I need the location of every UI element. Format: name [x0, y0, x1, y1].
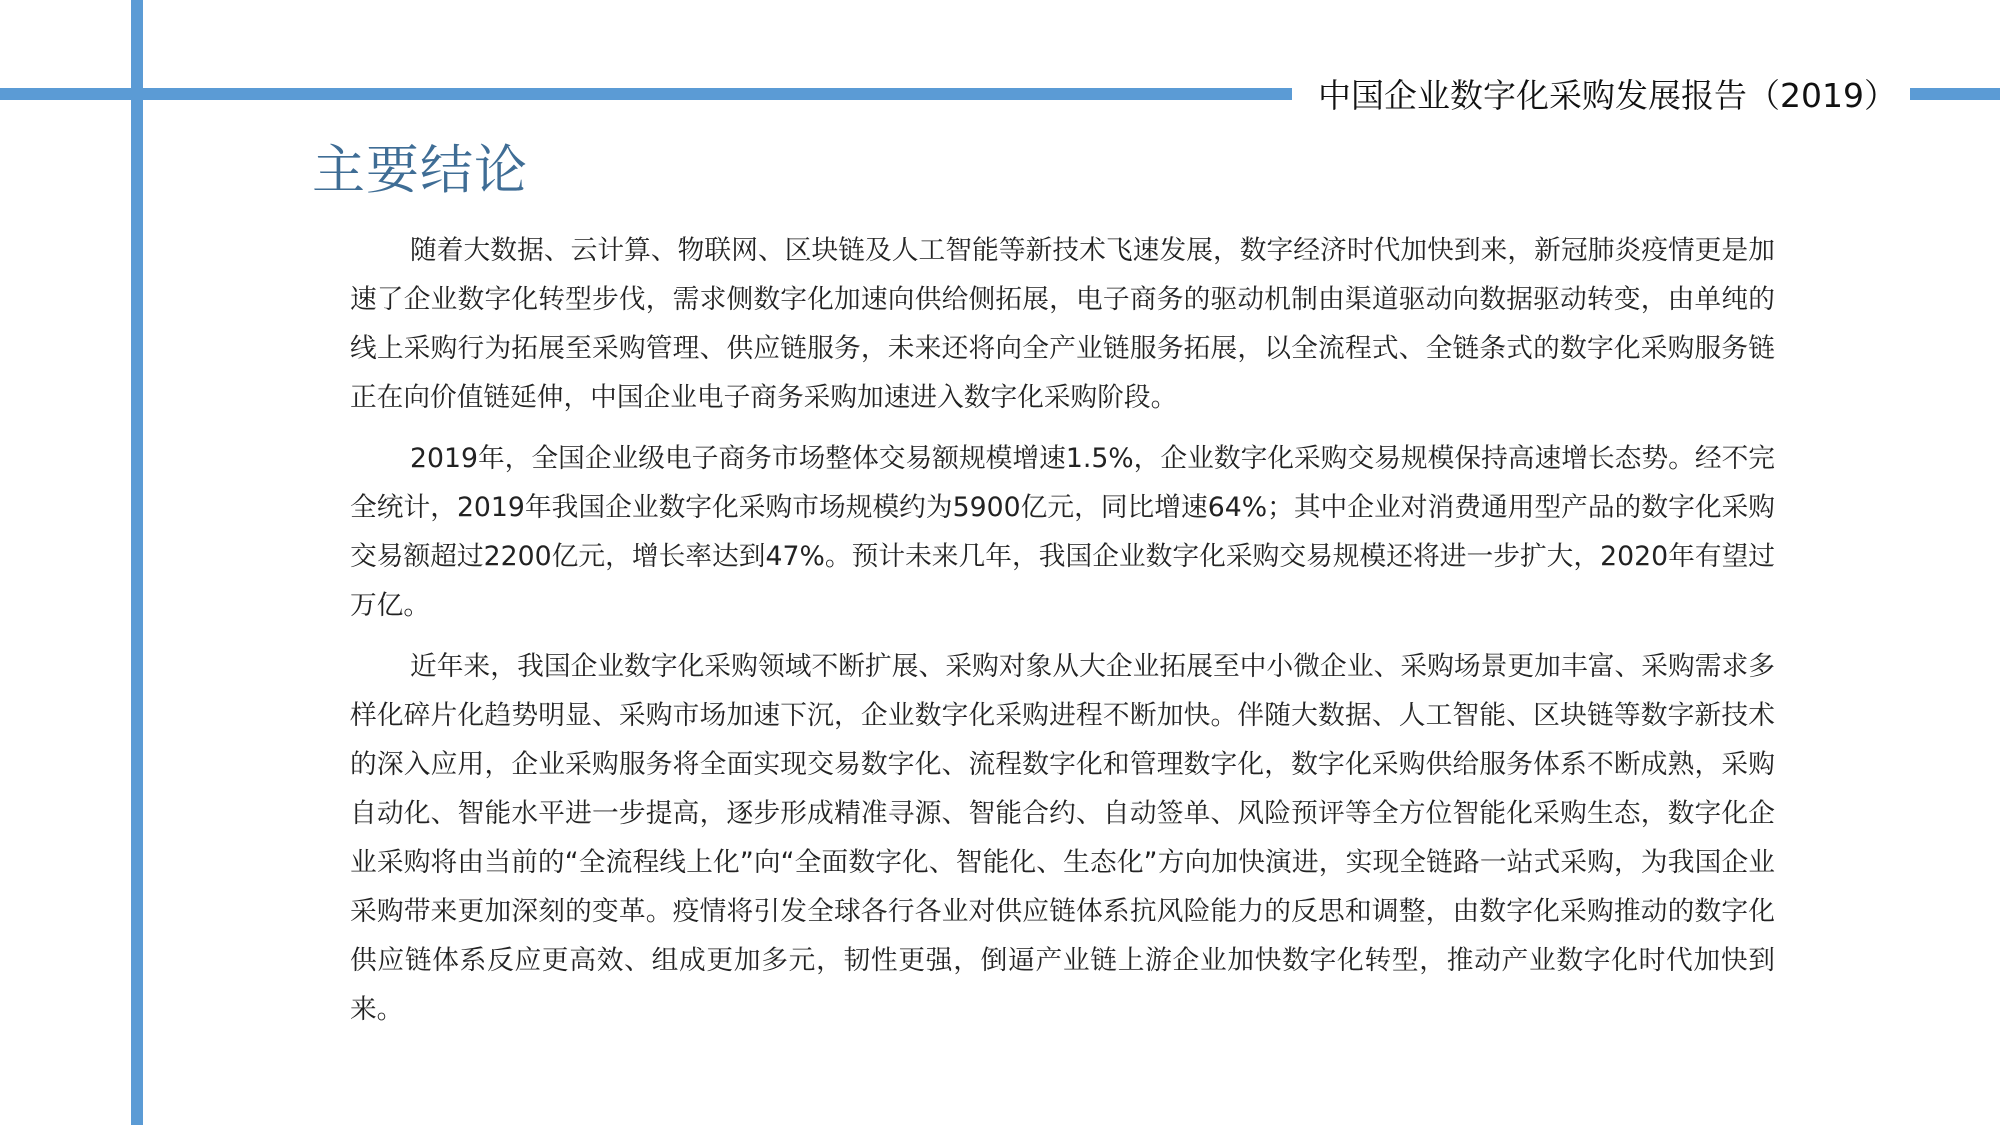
- header-horizontal-rule-left: [0, 88, 1292, 100]
- report-title: 中国企业数字化采购发展报告（2019）: [1318, 76, 1897, 115]
- paragraph-2: 2019年，全国企业级电子商务市场整体交易额规模增速1.5%，企业数字化采购交易规模保持高速增长态势。经不完全统计，2019年我国企业数字化采购市场规模约为5900亿元，同比增速64%；其中企业对消费通用型产品的数字化采购交易额超过2200亿元，增长率达到47%。预计未来几年，我国企业数字化采购交易规模还将进一步扩大，2020年有望过万亿。: [350, 443, 1775, 621]
- body-text: [350, 226, 1775, 1046]
- left-vertical-accent-bar: [131, 0, 143, 1125]
- paragraph-1: 随着大数据、云计算、物联网、区块链及人工智能等新技术飞速发展，数字经济时代加快到来，新冠肺炎疫情更是加速了企业数字化转型步伐，需求侧数字化加速向供给侧拓展，电子商务的驱动机制由渠道驱动向数据驱动转变，由单纯的线上采购行为拓展至采购管理、供应链服务，未来还将向全产业链服务拓展，以全流程式、全链条式的数字化采购服务链正在向价值链延伸，中国企业电子商务采购加速进入数字化采购阶段。: [350, 235, 1775, 413]
- header-horizontal-rule-right: [1910, 88, 2000, 100]
- section-heading: 主要结论: [312, 140, 528, 201]
- paragraph-3: 近年来，我国企业数字化采购领域不断扩展、采购对象从大企业拓展至中小微企业、采购场景更加丰富、采购需求多样化碎片化趋势明显、采购市场加速下沉，企业数字化采购进程不断加快。伴随大数据、人工智能、区块链等数字新技术的深入应用，企业采购服务将全面实现交易数字化、流程数字化和管理数字化，数字化采购供给服务体系不断成熟，采购自动化、智能水平进一步提高，逐步形成精准寻源、智能合约、自动签单、风险预评等全方位智能化采购生态，数字化企业采购将由当前的“全流程线上化”向“全面数字化、智能化、生态化”方向加快演进，实现全链路一站式采购，为我国企业采购带来更加深刻的变革。疫情将引发全球各行各业对供应链体系抗风险能力的反思和调整，由数字化采购推动的数字化供应链体系反应更高效、组成更加多元，韧性更强，倒逼产业链上游企业加快数字化转型，推动产业数字化时代加快到来。: [350, 651, 1775, 1025]
